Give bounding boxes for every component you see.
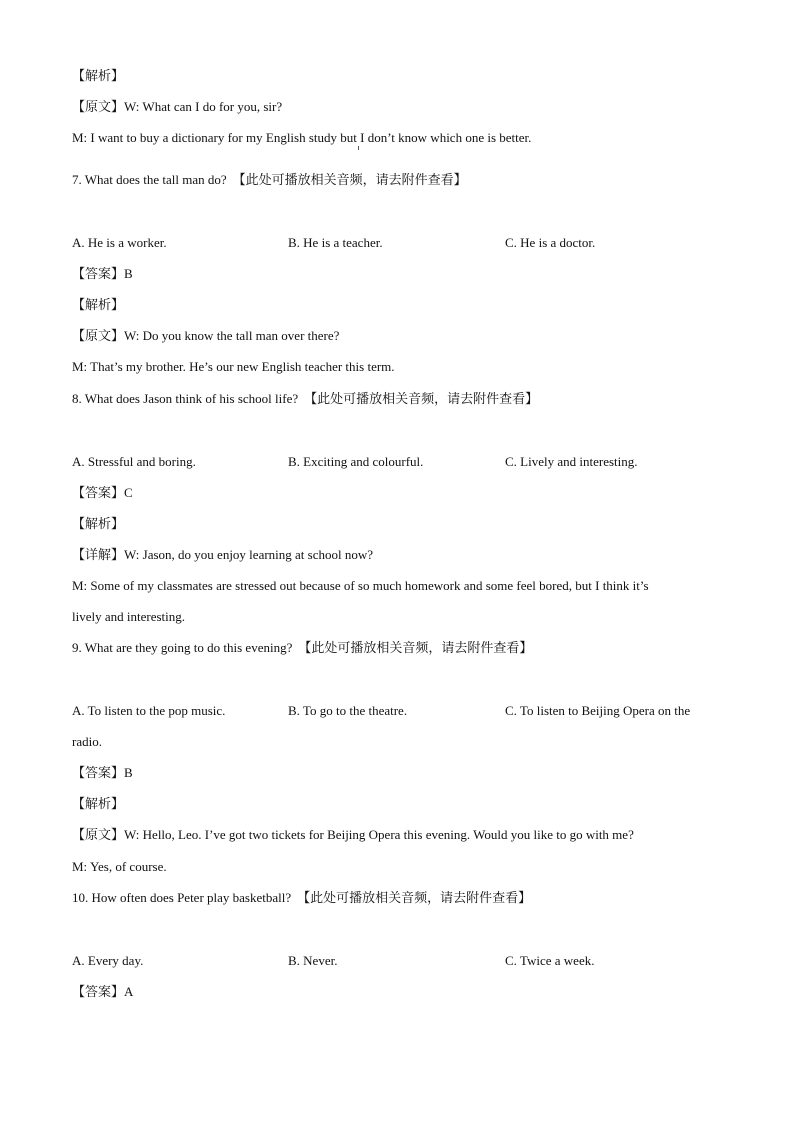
q10-answer xyxy=(72,984,133,1001)
q8-audio-note: 【此处可播放相关音频，请去附件查看】 xyxy=(304,392,539,407)
q7-answer xyxy=(72,266,133,283)
q8-question-text: 8. What does Jason think of his school life? xyxy=(72,391,299,406)
analysis-tag: 【解析】 xyxy=(72,298,125,313)
q7-question-text: 7. What does the tall man do? xyxy=(72,172,227,187)
q10-option-c: C. Twice a week. xyxy=(505,953,595,968)
q7-original-text: W: Do you know the tall man over there? xyxy=(124,328,340,343)
q8-m-line-1: M: Some of my classmates are stressed out because of so much homework and some feel bored, but I think it’s xyxy=(72,578,649,593)
q9-original-text: W: Hello, Leo. I’ve got two tickets for Beijing Opera this evening. Would you like to go with me? xyxy=(124,827,634,842)
q9-question-text: 9. What are they going to do this evening? xyxy=(72,640,293,655)
q9-answer-value: B xyxy=(124,765,133,780)
q8-analysis-heading xyxy=(72,516,124,533)
q7-option-b: B. He is a teacher. xyxy=(288,235,383,250)
q9-analysis-heading xyxy=(72,796,124,813)
q10-question-text: 10. How often does Peter play basketball? xyxy=(72,890,292,905)
q7-option-a: A. He is a worker. xyxy=(72,235,167,250)
q9-m-line: M: Yes, of course. xyxy=(72,859,167,874)
q7-audio-note: 【此处可播放相关音频，请去附件查看】 xyxy=(232,173,467,188)
answer-tag: 【答案】 xyxy=(72,486,125,501)
q8-option-a: A. Stressful and boring. xyxy=(72,454,196,469)
q9-option-c: C. To listen to Beijing Opera on the xyxy=(505,703,691,718)
original-tag: 【原文】 xyxy=(72,100,125,115)
q10-option-a: A. Every day. xyxy=(72,953,144,968)
q10-question xyxy=(72,890,531,907)
answer-tag: 【答案】 xyxy=(72,985,125,1000)
stray-mark xyxy=(358,146,359,150)
original-tag: 【原文】 xyxy=(72,828,125,843)
q7-analysis-heading xyxy=(72,297,124,314)
analysis-tag: 【解析】 xyxy=(72,69,125,84)
q10-audio-note: 【此处可播放相关音频，请去附件查看】 xyxy=(297,891,532,906)
answer-tag: 【答案】 xyxy=(72,267,125,282)
q10-option-b: B. Never. xyxy=(288,953,338,968)
q6-analysis-heading xyxy=(72,68,124,85)
answer-tag: 【答案】 xyxy=(72,766,125,781)
q9-option-a: A. To listen to the pop music. xyxy=(72,703,226,718)
q7-m-line: M: That’s my brother. He’s our new English teacher this term. xyxy=(72,359,395,374)
q8-m-line-2: lively and interesting. xyxy=(72,609,186,624)
q8-detail xyxy=(72,547,373,564)
q9-answer xyxy=(72,765,133,782)
q8-answer xyxy=(72,485,133,502)
q8-answer-value: C xyxy=(124,485,133,500)
original-tag: 【原文】 xyxy=(72,329,125,344)
q7-original xyxy=(72,328,339,345)
q9-question xyxy=(72,640,532,657)
q7-answer-value: B xyxy=(124,266,133,281)
analysis-tag: 【解析】 xyxy=(72,797,125,812)
q8-option-b: B. Exciting and colourful. xyxy=(288,454,424,469)
q7-question xyxy=(72,172,467,189)
q6-original xyxy=(72,99,282,116)
q6-m-line: M: I want to buy a dictionary for my English study but I don’t know which one is better. xyxy=(72,130,532,145)
q6-original-text: W: What can I do for you, sir? xyxy=(124,99,283,114)
q10-answer-value: A xyxy=(124,984,134,999)
q8-option-c: C. Lively and interesting. xyxy=(505,454,638,469)
detail-tag: 【详解】 xyxy=(72,548,125,563)
analysis-tag: 【解析】 xyxy=(72,517,125,532)
q9-audio-note: 【此处可播放相关音频，请去附件查看】 xyxy=(298,641,533,656)
q9-option-b: B. To go to the theatre. xyxy=(288,703,408,718)
q8-question xyxy=(72,391,538,408)
q9-original xyxy=(72,827,634,844)
q8-detail-text: W: Jason, do you enjoy learning at school now? xyxy=(124,547,374,562)
q9-option-c-cont: radio. xyxy=(72,734,102,749)
q7-option-c: C. He is a doctor. xyxy=(505,235,596,250)
